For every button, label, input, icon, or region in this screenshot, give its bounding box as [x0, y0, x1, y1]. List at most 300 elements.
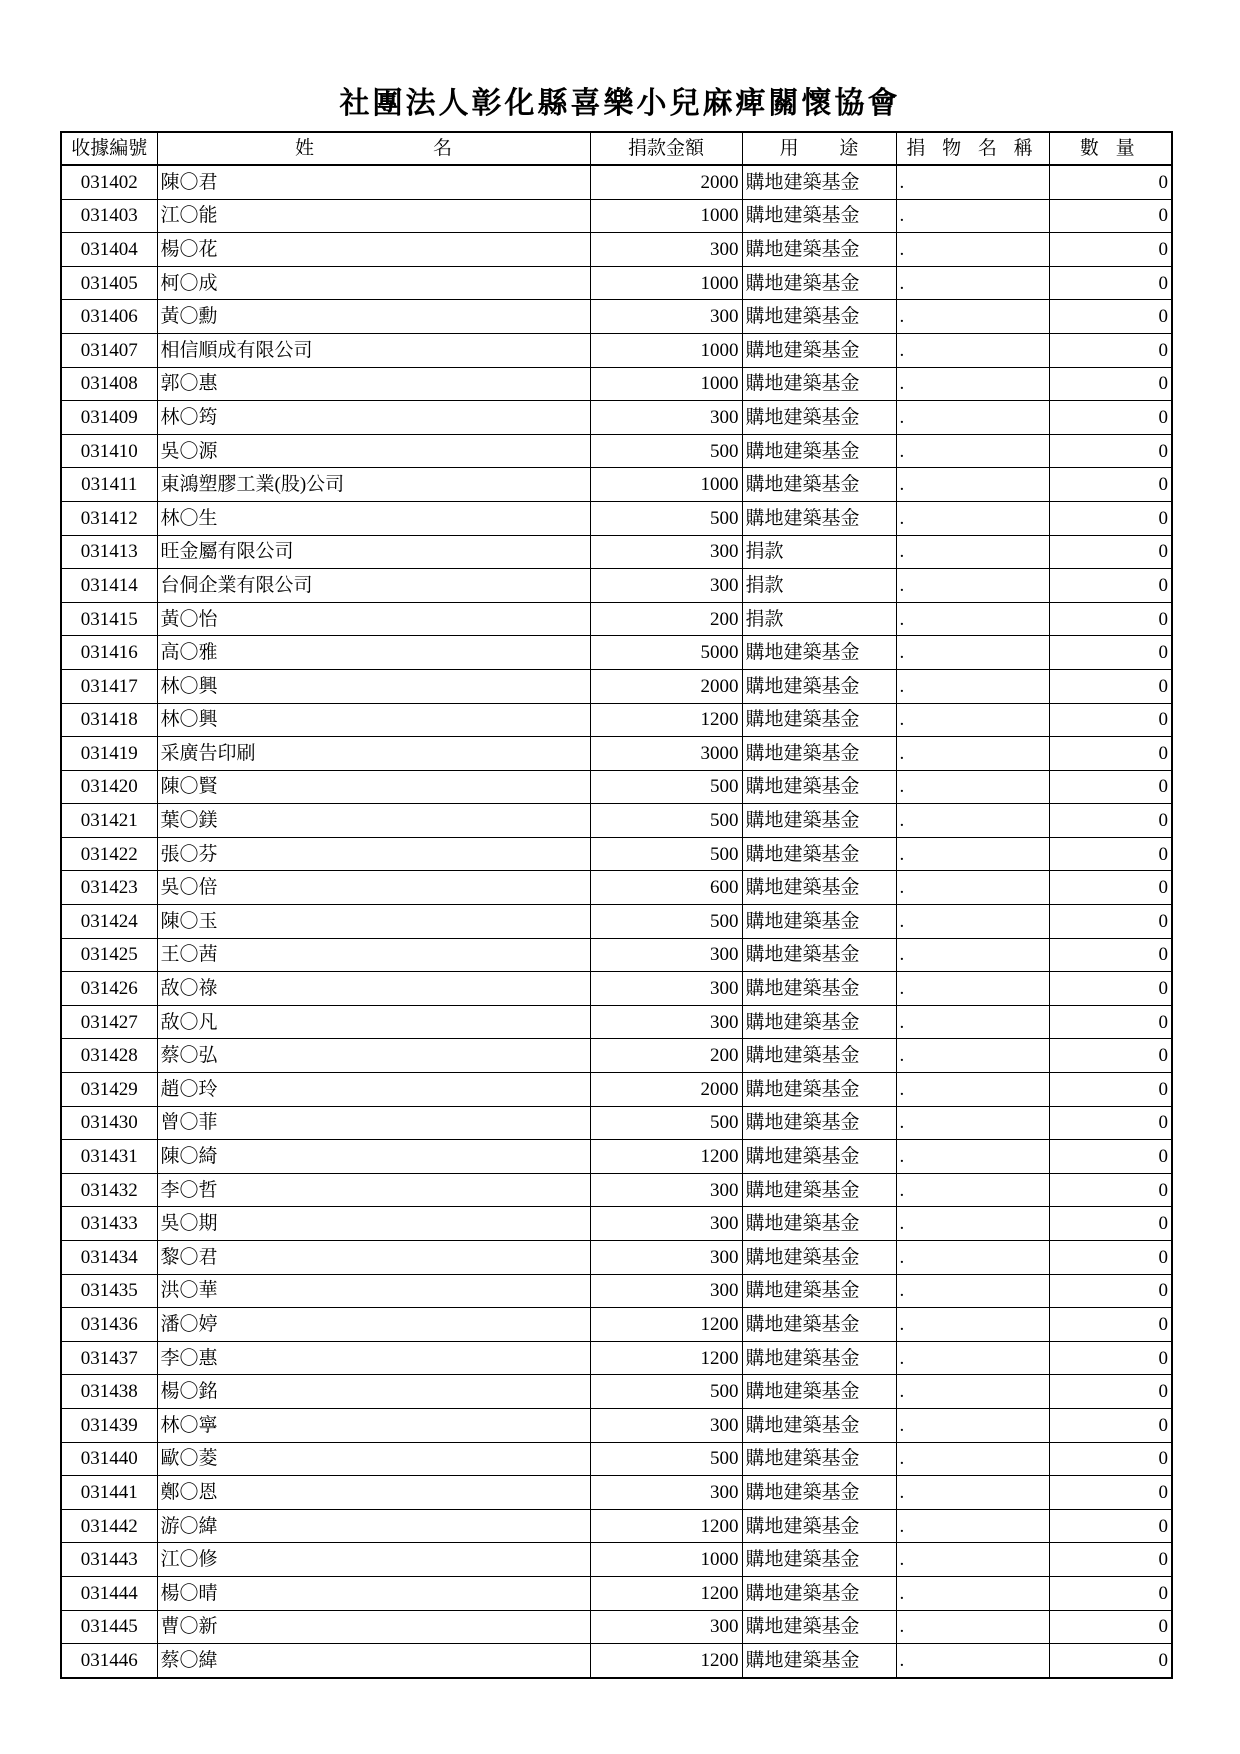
receipt-no-cell: 031414 — [61, 569, 157, 603]
quantity-cell: 0 — [1049, 233, 1172, 267]
receipt-no-cell: 031421 — [61, 804, 157, 838]
amount-cell: 300 — [590, 569, 742, 603]
name-cell: 陳〇玉 — [157, 905, 590, 939]
table-row — [61, 669, 1172, 703]
name-cell: 敌〇祿 — [157, 972, 590, 1006]
quantity-cell: 0 — [1049, 1140, 1172, 1174]
header-receipt-no: 收據編號 — [61, 132, 157, 165]
item-name-cell: . — [896, 300, 1049, 334]
purpose-cell: 購地建築基金 — [742, 1576, 896, 1610]
amount-cell: 300 — [590, 1173, 742, 1207]
amount-cell: 1200 — [590, 1644, 742, 1678]
purpose-cell: 購地建築基金 — [742, 1207, 896, 1241]
item-name-cell: . — [896, 703, 1049, 737]
table-header-row — [61, 132, 1172, 165]
table-row — [61, 837, 1172, 871]
amount-cell: 1000 — [590, 468, 742, 502]
name-cell: 江〇能 — [157, 199, 590, 233]
table-row — [61, 1576, 1172, 1610]
amount-cell: 1000 — [590, 199, 742, 233]
name-cell: 楊〇銘 — [157, 1375, 590, 1409]
table-row — [61, 1308, 1172, 1342]
item-name-cell: . — [896, 669, 1049, 703]
receipt-no-cell: 031411 — [61, 468, 157, 502]
purpose-cell: 購地建築基金 — [742, 1173, 896, 1207]
amount-cell: 300 — [590, 535, 742, 569]
receipt-no-cell: 031443 — [61, 1543, 157, 1577]
name-cell: 江〇修 — [157, 1543, 590, 1577]
table-row — [61, 535, 1172, 569]
receipt-no-cell: 031408 — [61, 367, 157, 401]
name-cell: 林〇興 — [157, 703, 590, 737]
table-row — [61, 333, 1172, 367]
table-row — [61, 1644, 1172, 1678]
purpose-cell: 購地建築基金 — [742, 1106, 896, 1140]
table-row — [61, 1375, 1172, 1409]
amount-cell: 500 — [590, 837, 742, 871]
purpose-cell: 購地建築基金 — [742, 1509, 896, 1543]
purpose-cell: 購地建築基金 — [742, 703, 896, 737]
quantity-cell: 0 — [1049, 300, 1172, 334]
purpose-cell: 購地建築基金 — [742, 938, 896, 972]
item-name-cell: . — [896, 1106, 1049, 1140]
name-cell: 蔡〇弘 — [157, 1039, 590, 1073]
item-name-cell: . — [896, 535, 1049, 569]
purpose-cell: 購地建築基金 — [742, 1644, 896, 1678]
receipt-no-cell: 031441 — [61, 1476, 157, 1510]
table-row — [61, 1140, 1172, 1174]
item-name-cell: . — [896, 1341, 1049, 1375]
table-row — [61, 703, 1172, 737]
table-row — [61, 1408, 1172, 1442]
name-cell: 吳〇倍 — [157, 871, 590, 905]
receipt-no-cell: 031438 — [61, 1375, 157, 1409]
item-name-cell: . — [896, 165, 1049, 199]
receipt-no-cell: 031413 — [61, 535, 157, 569]
name-cell: 吳〇期 — [157, 1207, 590, 1241]
table-row — [61, 636, 1172, 670]
item-name-cell: . — [896, 1005, 1049, 1039]
quantity-cell: 0 — [1049, 938, 1172, 972]
quantity-cell: 0 — [1049, 1375, 1172, 1409]
item-name-cell: . — [896, 804, 1049, 838]
receipt-no-cell: 031427 — [61, 1005, 157, 1039]
amount-cell: 300 — [590, 1610, 742, 1644]
receipt-no-cell: 031422 — [61, 837, 157, 871]
quantity-cell: 0 — [1049, 770, 1172, 804]
amount-cell: 1200 — [590, 1509, 742, 1543]
item-name-cell: . — [896, 233, 1049, 267]
quantity-cell: 0 — [1049, 1408, 1172, 1442]
purpose-cell: 購地建築基金 — [742, 333, 896, 367]
item-name-cell: . — [896, 1543, 1049, 1577]
quantity-cell: 0 — [1049, 1173, 1172, 1207]
quantity-cell: 0 — [1049, 1106, 1172, 1140]
purpose-cell: 購地建築基金 — [742, 1476, 896, 1510]
receipt-no-cell: 031420 — [61, 770, 157, 804]
table-row — [61, 199, 1172, 233]
table-row — [61, 1509, 1172, 1543]
amount-cell: 300 — [590, 938, 742, 972]
table-row — [61, 871, 1172, 905]
item-name-cell: . — [896, 1073, 1049, 1107]
name-cell: 葉〇鎂 — [157, 804, 590, 838]
receipt-no-cell: 031445 — [61, 1610, 157, 1644]
quantity-cell: 0 — [1049, 602, 1172, 636]
quantity-cell: 0 — [1049, 266, 1172, 300]
purpose-cell: 購地建築基金 — [742, 468, 896, 502]
name-cell: 鄭〇恩 — [157, 1476, 590, 1510]
purpose-cell: 購地建築基金 — [742, 1241, 896, 1275]
name-cell: 黎〇君 — [157, 1241, 590, 1275]
receipt-no-cell: 031442 — [61, 1509, 157, 1543]
item-name-cell: . — [896, 972, 1049, 1006]
header-quantity: 數 量 — [1049, 132, 1172, 165]
quantity-cell: 0 — [1049, 1644, 1172, 1678]
receipt-no-cell: 031428 — [61, 1039, 157, 1073]
item-name-cell: . — [896, 1274, 1049, 1308]
purpose-cell: 購地建築基金 — [742, 636, 896, 670]
purpose-cell: 購地建築基金 — [742, 501, 896, 535]
table-row — [61, 1173, 1172, 1207]
name-cell: 陳〇綺 — [157, 1140, 590, 1174]
name-cell: 楊〇花 — [157, 233, 590, 267]
amount-cell: 5000 — [590, 636, 742, 670]
item-name-cell: . — [896, 1039, 1049, 1073]
amount-cell: 1200 — [590, 1576, 742, 1610]
header-amount: 捐款金額 — [590, 132, 742, 165]
receipt-no-cell: 031429 — [61, 1073, 157, 1107]
item-name-cell: . — [896, 871, 1049, 905]
item-name-cell: . — [896, 1610, 1049, 1644]
quantity-cell: 0 — [1049, 1308, 1172, 1342]
table-row — [61, 1341, 1172, 1375]
receipt-no-cell: 031402 — [61, 165, 157, 199]
quantity-cell: 0 — [1049, 669, 1172, 703]
quantity-cell: 0 — [1049, 1274, 1172, 1308]
table-row — [61, 737, 1172, 771]
header-item-name: 捐 物 名 稱 — [896, 132, 1049, 165]
name-cell: 王〇茜 — [157, 938, 590, 972]
amount-cell: 500 — [590, 1375, 742, 1409]
quantity-cell: 0 — [1049, 1576, 1172, 1610]
item-name-cell: . — [896, 1442, 1049, 1476]
quantity-cell: 0 — [1049, 535, 1172, 569]
receipt-no-cell: 031409 — [61, 401, 157, 435]
item-name-cell: . — [896, 905, 1049, 939]
purpose-cell: 購地建築基金 — [742, 1073, 896, 1107]
amount-cell: 2000 — [590, 669, 742, 703]
receipt-no-cell: 031415 — [61, 602, 157, 636]
quantity-cell: 0 — [1049, 199, 1172, 233]
amount-cell: 300 — [590, 1274, 742, 1308]
name-cell: 黃〇怡 — [157, 602, 590, 636]
purpose-cell: 購地建築基金 — [742, 300, 896, 334]
table-row — [61, 569, 1172, 603]
amount-cell: 300 — [590, 972, 742, 1006]
amount-cell: 300 — [590, 1476, 742, 1510]
quantity-cell: 0 — [1049, 569, 1172, 603]
amount-cell: 200 — [590, 1039, 742, 1073]
item-name-cell: . — [896, 1509, 1049, 1543]
item-name-cell: . — [896, 837, 1049, 871]
quantity-cell: 0 — [1049, 837, 1172, 871]
receipt-no-cell: 031444 — [61, 1576, 157, 1610]
table-row — [61, 770, 1172, 804]
name-cell: 柯〇成 — [157, 266, 590, 300]
name-cell: 潘〇婷 — [157, 1308, 590, 1342]
receipt-no-cell: 031426 — [61, 972, 157, 1006]
table-row — [61, 401, 1172, 435]
amount-cell: 300 — [590, 300, 742, 334]
receipt-no-cell: 031440 — [61, 1442, 157, 1476]
purpose-cell: 購地建築基金 — [742, 770, 896, 804]
item-name-cell: . — [896, 1408, 1049, 1442]
item-name-cell: . — [896, 1644, 1049, 1678]
receipt-no-cell: 031417 — [61, 669, 157, 703]
table-row — [61, 1106, 1172, 1140]
purpose-cell: 購地建築基金 — [742, 1140, 896, 1174]
amount-cell: 500 — [590, 501, 742, 535]
purpose-cell: 捐款 — [742, 535, 896, 569]
quantity-cell: 0 — [1049, 1039, 1172, 1073]
quantity-cell: 0 — [1049, 401, 1172, 435]
item-name-cell: . — [896, 401, 1049, 435]
receipt-no-cell: 031424 — [61, 905, 157, 939]
purpose-cell: 購地建築基金 — [742, 1408, 896, 1442]
item-name-cell: . — [896, 333, 1049, 367]
name-cell: 林〇筠 — [157, 401, 590, 435]
purpose-cell: 購地建築基金 — [742, 804, 896, 838]
item-name-cell: . — [896, 1576, 1049, 1610]
header-name: 姓 名 — [157, 132, 590, 165]
name-cell: 歐〇菱 — [157, 1442, 590, 1476]
table-row — [61, 1610, 1172, 1644]
purpose-cell: 購地建築基金 — [742, 837, 896, 871]
donation-table — [60, 131, 1173, 1679]
name-cell: 陳〇君 — [157, 165, 590, 199]
quantity-cell: 0 — [1049, 1476, 1172, 1510]
table-row — [61, 1039, 1172, 1073]
receipt-no-cell: 031403 — [61, 199, 157, 233]
purpose-cell: 購地建築基金 — [742, 905, 896, 939]
quantity-cell: 0 — [1049, 1207, 1172, 1241]
amount-cell: 500 — [590, 770, 742, 804]
quantity-cell: 0 — [1049, 871, 1172, 905]
amount-cell: 1200 — [590, 1140, 742, 1174]
receipt-no-cell: 031419 — [61, 737, 157, 771]
name-cell: 東鴻塑膠工業(股)公司 — [157, 468, 590, 502]
quantity-cell: 0 — [1049, 1073, 1172, 1107]
quantity-cell: 0 — [1049, 703, 1172, 737]
table-row — [61, 165, 1172, 199]
table-row — [61, 468, 1172, 502]
page-title: 社團法人彰化縣喜樂小兒麻痺關懷協會 — [339, 86, 901, 121]
quantity-cell: 0 — [1049, 737, 1172, 771]
quantity-cell: 0 — [1049, 1241, 1172, 1275]
receipt-no-cell: 031404 — [61, 233, 157, 267]
receipt-no-cell: 031435 — [61, 1274, 157, 1308]
amount-cell: 300 — [590, 1241, 742, 1275]
item-name-cell: . — [896, 266, 1049, 300]
quantity-cell: 0 — [1049, 1005, 1172, 1039]
name-cell: 陳〇賢 — [157, 770, 590, 804]
purpose-cell: 購地建築基金 — [742, 972, 896, 1006]
purpose-cell: 捐款 — [742, 569, 896, 603]
purpose-cell: 購地建築基金 — [742, 401, 896, 435]
receipt-no-cell: 031446 — [61, 1644, 157, 1678]
purpose-cell: 捐款 — [742, 602, 896, 636]
table-row — [61, 266, 1172, 300]
amount-cell: 300 — [590, 401, 742, 435]
receipt-no-cell: 031437 — [61, 1341, 157, 1375]
name-cell: 敌〇凡 — [157, 1005, 590, 1039]
table-row — [61, 938, 1172, 972]
item-name-cell: . — [896, 636, 1049, 670]
receipt-no-cell: 031431 — [61, 1140, 157, 1174]
amount-cell: 500 — [590, 905, 742, 939]
item-name-cell: . — [896, 938, 1049, 972]
table-row — [61, 300, 1172, 334]
table-row — [61, 1442, 1172, 1476]
name-cell: 高〇雅 — [157, 636, 590, 670]
amount-cell: 600 — [590, 871, 742, 905]
amount-cell: 1200 — [590, 703, 742, 737]
table-row — [61, 905, 1172, 939]
item-name-cell: . — [896, 199, 1049, 233]
table-row — [61, 602, 1172, 636]
amount-cell: 3000 — [590, 737, 742, 771]
item-name-cell: . — [896, 1140, 1049, 1174]
receipt-no-cell: 031430 — [61, 1106, 157, 1140]
name-cell: 楊〇晴 — [157, 1576, 590, 1610]
name-cell: 蔡〇緯 — [157, 1644, 590, 1678]
purpose-cell: 購地建築基金 — [742, 1341, 896, 1375]
item-name-cell: . — [896, 569, 1049, 603]
table-row — [61, 367, 1172, 401]
receipt-no-cell: 031410 — [61, 434, 157, 468]
name-cell: 采廣告印刷 — [157, 737, 590, 771]
purpose-cell: 購地建築基金 — [742, 669, 896, 703]
amount-cell: 1000 — [590, 367, 742, 401]
name-cell: 曾〇菲 — [157, 1106, 590, 1140]
item-name-cell: . — [896, 1241, 1049, 1275]
item-name-cell: . — [896, 1207, 1049, 1241]
table-row — [61, 434, 1172, 468]
quantity-cell: 0 — [1049, 501, 1172, 535]
amount-cell: 300 — [590, 1207, 742, 1241]
receipt-no-cell: 031433 — [61, 1207, 157, 1241]
receipt-no-cell: 031423 — [61, 871, 157, 905]
purpose-cell: 購地建築基金 — [742, 367, 896, 401]
purpose-cell: 購地建築基金 — [742, 1274, 896, 1308]
item-name-cell: . — [896, 1308, 1049, 1342]
amount-cell: 2000 — [590, 165, 742, 199]
name-cell: 張〇芬 — [157, 837, 590, 871]
receipt-no-cell: 031416 — [61, 636, 157, 670]
amount-cell: 1000 — [590, 1543, 742, 1577]
purpose-cell: 購地建築基金 — [742, 1442, 896, 1476]
name-cell: 李〇哲 — [157, 1173, 590, 1207]
table-row — [61, 1543, 1172, 1577]
receipt-no-cell: 031425 — [61, 938, 157, 972]
item-name-cell: . — [896, 770, 1049, 804]
item-name-cell: . — [896, 501, 1049, 535]
amount-cell: 1000 — [590, 333, 742, 367]
purpose-cell: 購地建築基金 — [742, 1610, 896, 1644]
item-name-cell: . — [896, 737, 1049, 771]
amount-cell: 1200 — [590, 1308, 742, 1342]
purpose-cell: 購地建築基金 — [742, 266, 896, 300]
quantity-cell: 0 — [1049, 972, 1172, 1006]
quantity-cell: 0 — [1049, 1341, 1172, 1375]
amount-cell: 2000 — [590, 1073, 742, 1107]
table-row — [61, 501, 1172, 535]
receipt-no-cell: 031436 — [61, 1308, 157, 1342]
table-row — [61, 1476, 1172, 1510]
item-name-cell: . — [896, 1375, 1049, 1409]
name-cell: 林〇寧 — [157, 1408, 590, 1442]
name-cell: 曹〇新 — [157, 1610, 590, 1644]
item-name-cell: . — [896, 367, 1049, 401]
purpose-cell: 購地建築基金 — [742, 1543, 896, 1577]
item-name-cell: . — [896, 602, 1049, 636]
purpose-cell: 購地建築基金 — [742, 871, 896, 905]
name-cell: 游〇緯 — [157, 1509, 590, 1543]
name-cell: 林〇生 — [157, 501, 590, 535]
name-cell: 李〇惠 — [157, 1341, 590, 1375]
name-cell: 旺金屬有限公司 — [157, 535, 590, 569]
table-body — [61, 165, 1172, 1678]
quantity-cell: 0 — [1049, 165, 1172, 199]
item-name-cell: . — [896, 468, 1049, 502]
name-cell: 台侗企業有限公司 — [157, 569, 590, 603]
receipt-no-cell: 031406 — [61, 300, 157, 334]
quantity-cell: 0 — [1049, 905, 1172, 939]
purpose-cell: 購地建築基金 — [742, 165, 896, 199]
amount-cell: 200 — [590, 602, 742, 636]
item-name-cell: . — [896, 1173, 1049, 1207]
receipt-no-cell: 031434 — [61, 1241, 157, 1275]
name-cell: 林〇興 — [157, 669, 590, 703]
name-cell: 相信順成有限公司 — [157, 333, 590, 367]
quantity-cell: 0 — [1049, 804, 1172, 838]
quantity-cell: 0 — [1049, 1543, 1172, 1577]
quantity-cell: 0 — [1049, 468, 1172, 502]
table-row — [61, 1073, 1172, 1107]
purpose-cell: 購地建築基金 — [742, 1375, 896, 1409]
amount-cell: 300 — [590, 1408, 742, 1442]
item-name-cell: . — [896, 434, 1049, 468]
receipt-no-cell: 031405 — [61, 266, 157, 300]
purpose-cell: 購地建築基金 — [742, 737, 896, 771]
amount-cell: 1000 — [590, 266, 742, 300]
amount-cell: 500 — [590, 1442, 742, 1476]
table-row — [61, 233, 1172, 267]
amount-cell: 1200 — [590, 1341, 742, 1375]
quantity-cell: 0 — [1049, 333, 1172, 367]
purpose-cell: 購地建築基金 — [742, 1005, 896, 1039]
quantity-cell: 0 — [1049, 367, 1172, 401]
name-cell: 洪〇華 — [157, 1274, 590, 1308]
amount-cell: 500 — [590, 434, 742, 468]
purpose-cell: 購地建築基金 — [742, 434, 896, 468]
purpose-cell: 購地建築基金 — [742, 233, 896, 267]
quantity-cell: 0 — [1049, 1610, 1172, 1644]
receipt-no-cell: 031407 — [61, 333, 157, 367]
name-cell: 吳〇源 — [157, 434, 590, 468]
amount-cell: 500 — [590, 804, 742, 838]
